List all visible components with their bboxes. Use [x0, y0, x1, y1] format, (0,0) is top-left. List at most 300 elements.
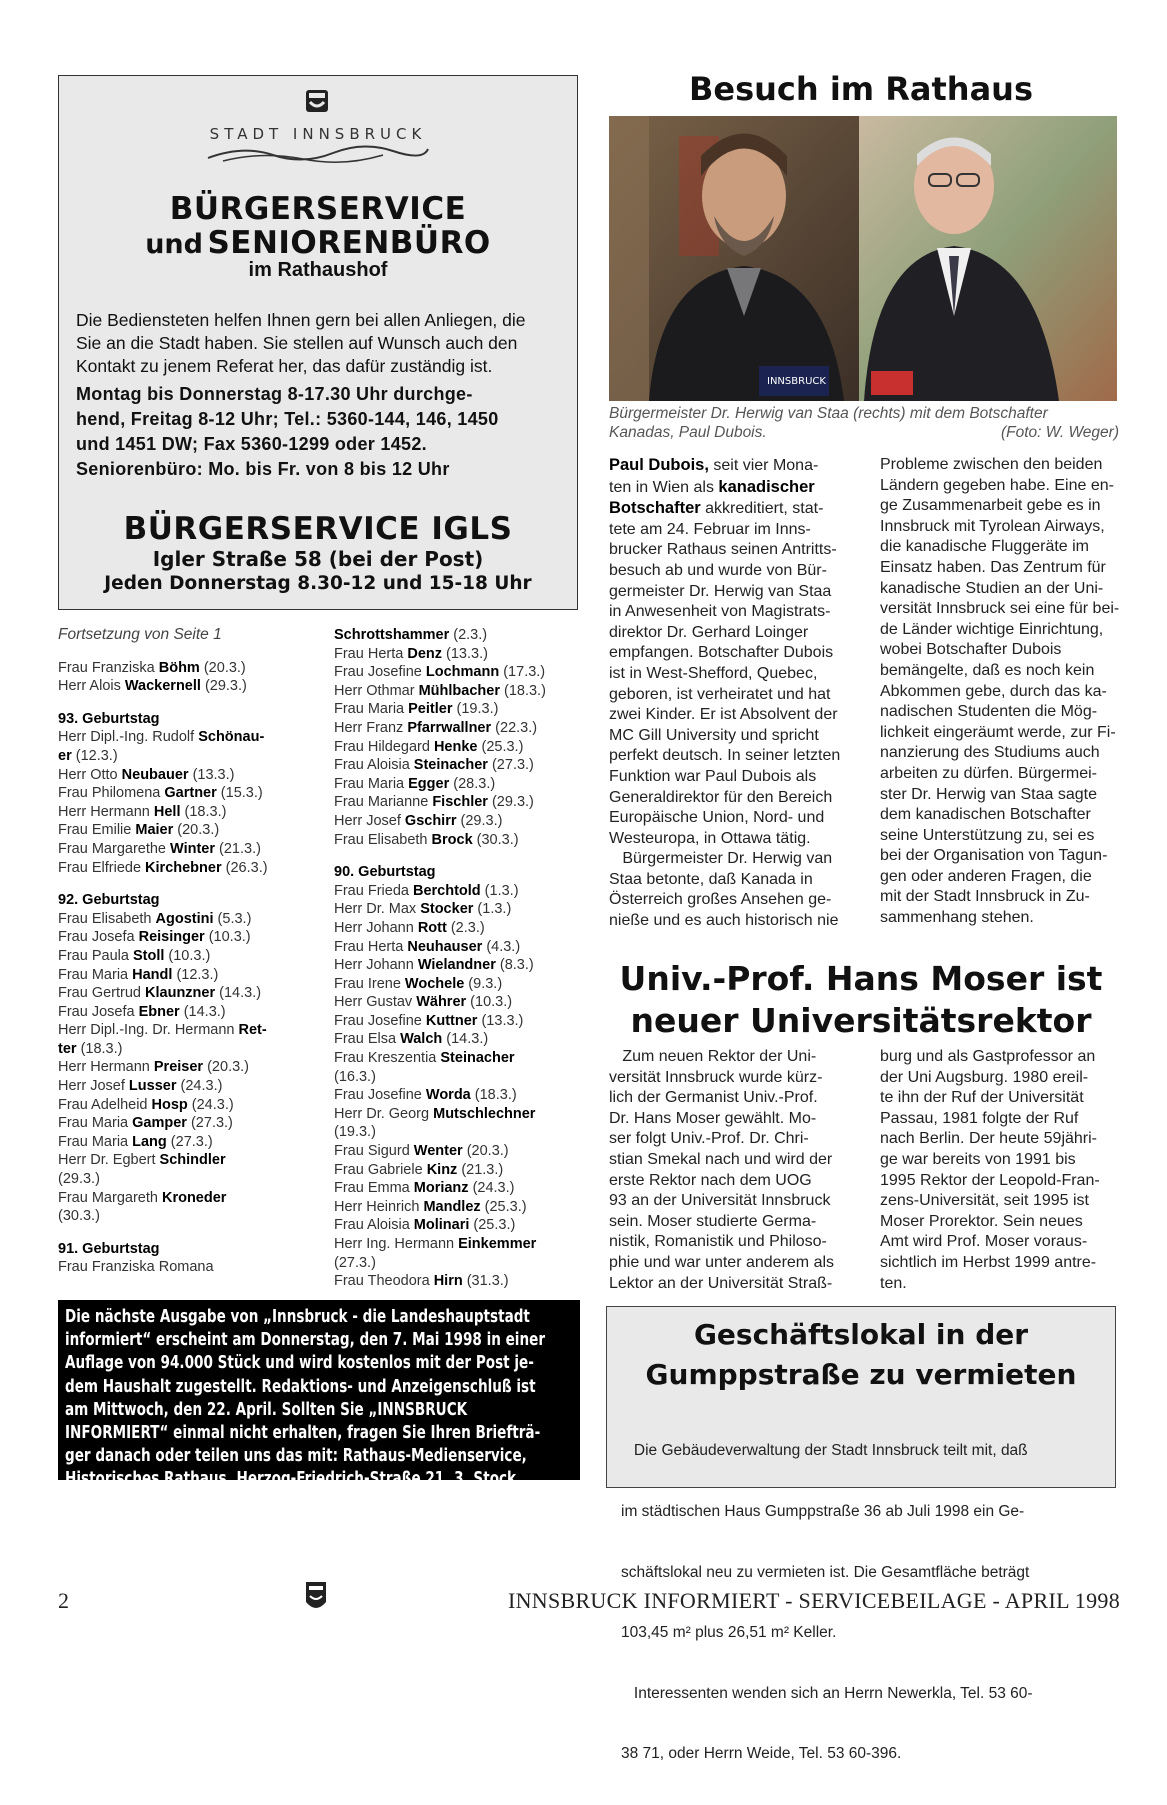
article-line: Passau, 1981 folgte der Ruf [880, 1109, 1079, 1127]
article-line: sammenhang stehen. [880, 909, 1034, 927]
entry-prefix: (27.3.) [334, 1254, 376, 1271]
entry-prefix: Herr Ing. Hermann [334, 1236, 459, 1252]
entry-surname: Wenter [413, 1143, 463, 1160]
footer-text: INNSBRUCK INFORMIERT - SERVICEBEILAGE - APRIL 1998 [507, 1588, 1120, 1613]
entry-date: (17.3.) [499, 664, 546, 681]
article-line [609, 705, 853, 726]
entry-prefix: Herr Otto [58, 766, 122, 783]
birthday-entry [334, 700, 594, 719]
entry-surname: Kroneder [161, 1189, 227, 1206]
article-line [609, 455, 853, 477]
entry-prefix: Herr Gustav [334, 994, 417, 1011]
entry-prefix: Frau Maria [334, 701, 409, 718]
photo-caption [609, 404, 1119, 442]
article-line [609, 726, 853, 747]
article-line: sein. Moser studierte Germa- [609, 1212, 817, 1230]
entry-date: (13.3.) [442, 645, 488, 662]
article-line: Innsbruck mit Tyrolean Airways, [880, 517, 1105, 535]
entry-surname: Hirn [433, 1273, 463, 1290]
article-line [609, 498, 853, 520]
entry-date: (19.3.) [452, 701, 499, 718]
entry-date: (22.3.) [491, 719, 538, 736]
entry-date: (14.3.) [215, 985, 262, 1002]
igls-address: Igler Straße 58 (bei der Post) [152, 547, 484, 571]
article-line [609, 561, 853, 582]
article-text: nieße und es auch historisch nie [609, 912, 839, 930]
article-line: 93 an der Universität Innsbruck [609, 1192, 831, 1210]
rental-line: Interessenten wenden sich an Herrn Newerkla, Tel. 53 60- [621, 1684, 1033, 1702]
article-text: germeister Dr. Herwig van Staa [609, 582, 832, 600]
article-line: nach Berlin. Der heute 59jähri- [880, 1130, 1098, 1148]
entry-prefix: Herr Franz [334, 719, 408, 736]
entry-prefix: Frau Emilie [58, 822, 136, 839]
notice-line: am Mittwoch, den 22. April. Sollten Sie „INNSBRUCK [65, 1399, 468, 1420]
birthday-list-column-1 [58, 626, 308, 1277]
birthday-entry [334, 663, 594, 682]
entry-date: (15.3.) [216, 785, 263, 802]
birthday-entry [334, 993, 594, 1012]
article-line: Lektor an der Universität Straß- [609, 1274, 833, 1292]
birthday-entry [58, 947, 308, 966]
entry-surname: Gartner [164, 785, 217, 802]
birthday-entry [334, 919, 594, 938]
city-logo [59, 84, 577, 170]
service-title-prefix: und [145, 229, 203, 260]
entry-prefix: Frau Franziska Romana [58, 1259, 214, 1276]
entry-date: (18.3.) [470, 1087, 517, 1104]
entry-prefix: Frau Aloisia [334, 757, 414, 774]
entry-surname: Henke [433, 738, 478, 755]
entry-surname: Agostini [155, 910, 214, 927]
next-issue-notice [58, 1300, 580, 1513]
article-line [609, 540, 853, 561]
article-line: ge Zusammenarbeit gebe es in [880, 497, 1101, 515]
birthday-entry [58, 1096, 308, 1115]
birthday-entry [334, 738, 594, 757]
service-body-line: Sie an die Stadt haben. Sie stellen auf Wunsch auch den [76, 333, 518, 353]
entry-prefix: Herr Josef [334, 812, 405, 829]
article-text: tete am 24. Februar im Inns- [609, 520, 811, 538]
rental-line: im städtischen Haus Gumppstraße 36 ab Juli 1998 ein Ge- [621, 1503, 1025, 1521]
entry-prefix: Herr Othmar [334, 682, 419, 699]
birthday-entry [334, 1216, 594, 1235]
article-text: ten in Wien als [609, 478, 719, 496]
entry-date: (28.3.) [449, 775, 496, 792]
birthday-entry [334, 1068, 594, 1087]
birthday-group-heading: 90. Geburtstag [334, 864, 436, 881]
birthday-entry [334, 956, 594, 975]
entry-surname: Lochmann [425, 664, 500, 681]
entry-surname: Brock [431, 831, 473, 848]
entry-date: (20.3.) [173, 822, 220, 839]
article-line [609, 520, 853, 541]
article-line: Dr. Hans Moser gewählt. Mo- [609, 1109, 817, 1127]
birthday-entry [58, 1151, 308, 1170]
spacer [334, 849, 594, 863]
article-line: arbeiten zu dürfen. Bürgermei- [880, 764, 1097, 782]
rental-line: Die Gebäudeverwaltung der Stadt Innsbruck teilt mit, daß [621, 1442, 1028, 1460]
moser-article-column-2 [880, 1047, 1120, 1294]
entry-surname: Gamper [132, 1115, 187, 1132]
entry-surname: Neuhauser [407, 938, 483, 955]
article-line: gen oder anderen Fragen, die [880, 867, 1092, 885]
birthday-entry [58, 677, 308, 696]
highlight-text: Paul Dubois, [609, 456, 709, 474]
entry-surname: Schindler [159, 1152, 226, 1169]
article-line: nistik, Romanistik und Philoso- [609, 1233, 827, 1251]
article-line: burg und als Gastprofessor an [880, 1048, 1096, 1065]
entry-date: (20.3.) [203, 1059, 250, 1076]
service-hours-line: Montag bis Donnerstag 8-17.30 Uhr durchge- [76, 384, 473, 404]
birthday-list-column-2 [334, 626, 594, 1291]
birthday-entry [334, 1179, 594, 1198]
article-line: dem kanadischen Botschafter [880, 806, 1091, 824]
birthday-entry [58, 1258, 308, 1277]
entry-date: (21.3.) [457, 1161, 504, 1178]
service-info-box [58, 75, 578, 610]
entry-surname: Einkemmer [458, 1236, 537, 1252]
entry-prefix: Frau Philomena [58, 785, 165, 802]
service-subtitle: im Rathaushof [248, 259, 388, 281]
entry-date: (27.3.) [186, 1115, 233, 1132]
entry-surname: Gschirr [404, 812, 457, 829]
article-text: Staa betonte, daß Kanada in [609, 870, 813, 888]
entry-date: (29.3.) [200, 678, 247, 695]
entry-prefix: Frau Gertrud [58, 985, 146, 1002]
rental-title-line2: Gumppstraße zu vermieten [645, 1358, 1077, 1391]
service-hours-line: hend, Freitag 8-12 Uhr; Tel.: 5360-144, 146, 1450 [76, 409, 499, 429]
birthday-entry [334, 1254, 594, 1273]
entry-prefix: Frau Josefa [58, 929, 139, 946]
birthday-entry [58, 1114, 308, 1133]
entry-date: (4.3.) [482, 938, 521, 955]
entry-date: (21.3.) [215, 840, 261, 857]
article-text: zwei Kinder. Er ist Absolvent der [609, 706, 838, 724]
entry-date: (25.3.) [480, 1198, 527, 1215]
article-line: Zum neuen Rektor der Uni- [609, 1048, 817, 1065]
entry-prefix: Frau Frieda [334, 882, 413, 899]
entry-date: (24.3.) [187, 1096, 234, 1113]
birthday-entry [58, 784, 308, 803]
article-line [609, 829, 853, 850]
article-line: phie und war unter anderem als [609, 1253, 835, 1271]
page-footer [58, 1588, 1120, 1618]
article-text: in Anwesenheit von Magistrats- [609, 603, 831, 621]
entry-prefix: Frau Herta [334, 645, 408, 662]
entry-date: (2.3.) [446, 919, 485, 936]
article-line: nadischen Studenten die Mög- [880, 703, 1098, 721]
entry-date: (20.3.) [199, 659, 246, 676]
birthday-entry [58, 910, 308, 929]
entry-prefix: Frau Josefine [334, 1087, 426, 1104]
entry-surname: Schönau- [198, 729, 265, 746]
entry-surname: Winter [170, 840, 216, 857]
notice-line: Die nächste Ausgabe von „Innsbruck - die Landeshauptstadt [65, 1307, 530, 1327]
entry-surname: Hell [153, 803, 181, 820]
article-text: seit vier Mona- [708, 457, 819, 474]
notice-line: dem Haushalt zugestellt. Redaktions- und Anzeigenschluß ist [65, 1376, 536, 1397]
birthday-entry [58, 859, 308, 878]
entry-surname: Stoll [132, 947, 165, 964]
entry-surname: Maier [135, 822, 174, 839]
entry-surname: Denz [407, 645, 442, 662]
entry-surname: Reisinger [138, 929, 205, 946]
entry-date: (18.3.) [76, 1040, 123, 1057]
spacer [58, 877, 308, 891]
service-hours [76, 382, 571, 482]
article-line [609, 623, 853, 644]
article-text: Bürgermeister Dr. Herwig van [609, 850, 833, 868]
birthday-entry [334, 882, 594, 901]
birthday-entry [334, 1030, 594, 1049]
entry-date: (26.3.) [221, 859, 268, 876]
birthday-entry [334, 1272, 594, 1291]
entry-date: (20.3.) [462, 1143, 509, 1160]
service-title-line2 [59, 225, 577, 261]
entry-prefix: Frau Kreszentia [334, 1050, 441, 1067]
entry-surname: er [58, 747, 72, 764]
birthday-entry [58, 1058, 308, 1077]
article-line [609, 685, 853, 706]
entry-date: (24.3.) [468, 1180, 515, 1197]
entry-date: (27.3.) [487, 757, 534, 774]
entry-surname: Molinari [413, 1217, 470, 1234]
rental-line: schäftslokal neu zu vermieten ist. Die Gesamtfläche beträgt [621, 1563, 1030, 1581]
article-line: bemängelte, daß es noch kein [880, 661, 1095, 679]
birthday-entry [334, 1142, 594, 1161]
entry-date: (27.3.) [166, 1133, 213, 1150]
article-line: sichtlich im Herbst 1999 antre- [880, 1253, 1097, 1271]
birthday-entry [58, 747, 308, 766]
article-line: erste Rektor nach dem UOG [609, 1171, 812, 1189]
entry-prefix: Frau Josefine [334, 1012, 426, 1029]
article-text: direktor Dr. Gerhard Loinger [609, 623, 809, 641]
article-text: perfekt deutsch. In seiner letzten [609, 747, 841, 765]
birthday-entry [58, 659, 308, 678]
birthday-entry [334, 1198, 594, 1217]
article-line: bei der Organisation von Tagun- [880, 847, 1108, 865]
article-line [609, 643, 853, 664]
birthday-entry [334, 831, 594, 850]
article-line: Abkommen gebe, durch das ka- [880, 682, 1107, 700]
article-line: nanzierung des Studiums auch [880, 744, 1100, 762]
entry-surname: Egger [408, 775, 450, 792]
igls-title: BÜRGERSERVICE IGLS [123, 511, 513, 547]
article-line: Ländern gegeben habe. Eine en- [880, 476, 1114, 494]
entry-prefix: (29.3.) [58, 1171, 100, 1188]
birthday-entry [58, 966, 308, 985]
continuation-note: Fortsetzung von Seite 1 [58, 626, 222, 643]
birthday-entry [334, 1012, 594, 1031]
visit-article-column-2 [880, 455, 1120, 929]
entry-prefix: Frau Maria [58, 966, 133, 983]
birthday-group-heading: 92. Geburtstag [58, 892, 160, 909]
entry-date: (1.3.) [473, 901, 512, 918]
rental-title-line1: Geschäftslokal in der [693, 1318, 1029, 1351]
entry-prefix: (19.3.) [334, 1124, 376, 1141]
service-body-line: Die Bediensteten helfen Ihnen gern bei allen Anliegen, die [76, 310, 526, 330]
entry-surname: Rott [417, 919, 447, 936]
entry-prefix: (30.3.) [58, 1208, 100, 1225]
birthday-entry [334, 1105, 594, 1124]
igls-section [59, 511, 577, 594]
entry-surname: Preiser [153, 1059, 204, 1076]
book-label: INNSBRUCK [767, 376, 826, 387]
entry-surname: Mutschlechner [433, 1105, 536, 1122]
birthday-entry [334, 793, 594, 812]
entry-prefix: Frau Josefine [334, 664, 426, 681]
entry-prefix: Frau Adelheid [58, 1096, 152, 1113]
article-line [609, 870, 853, 891]
article-line: ster Dr. Herwig van Staa sagte [880, 785, 1097, 803]
entry-date: (8.3.) [495, 957, 534, 974]
entry-prefix: Frau Paula [58, 947, 133, 964]
article-line: zens-Universität, seit 1995 ist [880, 1192, 1089, 1210]
rental-title [607, 1315, 1115, 1395]
entry-prefix: Herr Hermann [58, 803, 154, 820]
spacer [58, 1226, 308, 1240]
service-hours-line: Seniorenbüro: Mo. bis Fr. von 8 bis 12 Uhr [76, 459, 450, 479]
article-text: empfangen. Botschafter Dubois [609, 644, 834, 662]
service-hours-line: und 1451 DW; Fax 5360-1299 oder 1452. [76, 434, 427, 454]
page-number: 2 [58, 1588, 69, 1613]
article-text: Österreich großes Ansehen ge- [609, 891, 832, 909]
article-line: der Uni Augsburg. 1980 ereil- [880, 1068, 1089, 1086]
entry-date: (13.3.) [188, 766, 235, 783]
entry-prefix: Frau Maria [334, 775, 409, 792]
rental-line: 38 71, oder Herrn Weide, Tel. 53 60-396. [621, 1745, 902, 1763]
article-text: geboren, ist verheiratet und hat [609, 685, 831, 703]
article-line: seine Unterstützung zu, sei es [880, 826, 1095, 844]
birthday-entry [334, 626, 594, 645]
entry-date: (12.3.) [172, 966, 219, 983]
birthday-entry [58, 1077, 308, 1096]
article-text: akkreditiert, stat- [700, 500, 824, 518]
birthday-entry [58, 1021, 308, 1040]
moser-article-column-1 [609, 1047, 853, 1294]
entry-date: (24.3.) [176, 1078, 223, 1095]
birthday-group-heading: 91. Geburtstag [58, 1240, 160, 1257]
entry-date: (2.3.) [449, 627, 488, 643]
birthday-entry [58, 1207, 308, 1226]
entry-date: (9.3.) [464, 975, 503, 992]
article-line: Amt wird Prof. Moser voraus- [880, 1233, 1088, 1251]
entry-surname: Hosp [151, 1096, 188, 1113]
visit-title: Besuch im Rathaus [689, 70, 1033, 108]
article-line: ten. [880, 1274, 907, 1292]
article-line [609, 767, 853, 788]
entry-prefix: Frau Emma [334, 1180, 414, 1197]
city-coat-of-arms-icon [288, 84, 348, 120]
article-line [609, 788, 853, 809]
entry-prefix: Herr Dr. Georg [334, 1105, 434, 1122]
article-text: Funktion war Paul Dubois als [609, 767, 817, 785]
notice-line: informiert“ erscheint am Donnerstag, den 7. Mai 1998 in einer [65, 1330, 546, 1351]
entry-surname: Ebner [138, 1003, 180, 1020]
article-line [609, 602, 853, 623]
article-line: Probleme zwischen den beiden [880, 456, 1103, 473]
birthday-entry [58, 1189, 308, 1208]
entry-date: (18.3.) [180, 803, 227, 820]
entry-surname: Kuttner [425, 1012, 478, 1029]
entry-prefix: Herr Heinrich [334, 1198, 424, 1215]
article-line: versität Innsbruck wurde kürz- [609, 1068, 823, 1086]
birthday-entry [334, 756, 594, 775]
entry-surname: Böhm [158, 659, 200, 676]
entry-prefix: Frau Elisabeth [334, 831, 432, 848]
visit-article-column-1 [609, 455, 853, 932]
entry-prefix: Frau Elisabeth [58, 910, 156, 927]
article-line: Moser Prorektor. Sein neues [880, 1212, 1083, 1230]
entry-date: (5.3.) [213, 910, 252, 927]
moser-title-line2: neuer Universitätsrektor [630, 1001, 1092, 1040]
article-text: Europäische Union, Nord- und [609, 809, 825, 827]
entry-prefix: Frau Aloisia [334, 1217, 414, 1234]
entry-prefix: Frau Margarethe [58, 840, 171, 857]
birthday-entry [58, 840, 308, 859]
article-line [609, 664, 853, 685]
notice-line: INFORMIERT“ einmal nicht erhalten, fragen Sie Ihren Briefträ- [65, 1423, 541, 1444]
entry-date: (18.3.) [499, 682, 546, 699]
birthday-entry [334, 1086, 594, 1105]
article-line [609, 911, 853, 932]
entry-prefix: Frau Sigurd [334, 1143, 414, 1160]
birthday-entry [334, 1123, 594, 1142]
entry-prefix: Frau Margareth [58, 1189, 162, 1206]
article-line: mit der Stadt Innsbruck in Zu- [880, 888, 1090, 906]
entry-surname: Kinz [426, 1161, 458, 1178]
entry-surname: Wochele [404, 975, 465, 992]
rental-line: 103,45 m² plus 26,51 m² Keller. [621, 1624, 837, 1642]
entry-prefix: Frau Theodora [334, 1273, 434, 1290]
birthday-entry [334, 812, 594, 831]
service-title-senior: SENIORENBÜRO [207, 225, 491, 261]
entry-prefix: Herr Johann [334, 957, 418, 974]
entry-surname: Wackernell [124, 678, 201, 695]
entry-prefix: Herr Johann [334, 919, 418, 936]
birthday-entry [58, 1040, 308, 1059]
article-text: besuch ab und wurde von Bür- [609, 561, 827, 579]
article-line [609, 477, 853, 499]
birthday-entry [334, 975, 594, 994]
birthday-entry [334, 1235, 594, 1254]
entry-prefix: (16.3.) [334, 1068, 376, 1085]
entry-prefix: Frau Maria [58, 1133, 133, 1150]
entry-surname: Schrottshammer [334, 627, 450, 643]
entry-surname: Handl [132, 966, 173, 983]
birthday-entry [334, 719, 594, 738]
footer-coat-of-arms-icon [304, 1580, 328, 1614]
moser-title-line1: Univ.-Prof. Hans Moser ist [619, 959, 1103, 998]
entry-date: (13.3.) [477, 1012, 524, 1029]
photo-credit: (Foto: W. Weger) [1001, 424, 1119, 441]
entry-surname: Wielandner [417, 957, 496, 974]
entry-surname: Steinacher [440, 1050, 515, 1067]
spacer [58, 696, 308, 710]
entry-prefix: Frau Gabriele [334, 1161, 427, 1178]
highlight-text: kanadischer [718, 477, 815, 496]
birthday-entry [58, 821, 308, 840]
entry-surname: ter [58, 1040, 77, 1057]
birthday-entry [334, 1049, 594, 1068]
photo-illustration [609, 116, 1117, 401]
entry-surname: Mühlbacher [418, 682, 500, 699]
article-text: MC Gill University und spricht [609, 726, 819, 744]
birthday-entry [58, 1133, 308, 1152]
article-line [609, 890, 853, 911]
visit-photo [609, 116, 1117, 401]
service-title [59, 191, 577, 282]
